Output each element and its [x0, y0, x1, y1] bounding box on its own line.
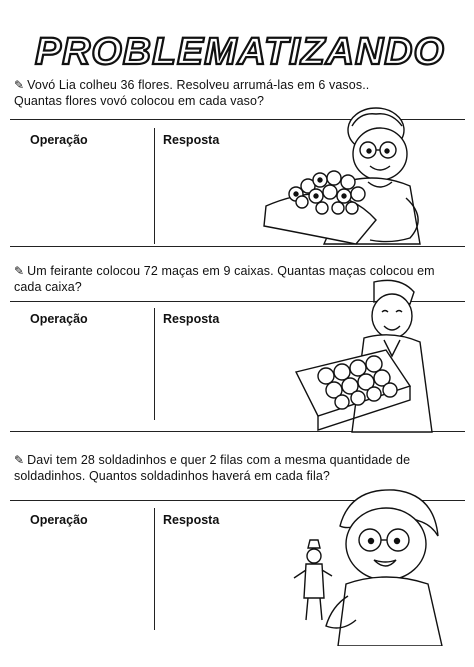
pencil-icon: ✎ — [14, 453, 25, 467]
problem-1-column-divider — [154, 128, 155, 244]
problem-3-line-2: soldadinhos. Quantos soldadinhos haverá em cada fila? — [14, 469, 330, 483]
boy-with-toy-soldier-icon — [286, 486, 456, 646]
problem-1-line-1: Vovó Lia colheu 36 flores. Resolveu arrumá-las em 6 vasos.. — [27, 78, 370, 92]
pencil-icon: ✎ — [14, 78, 25, 92]
vendor-with-apple-crate-icon — [292, 276, 452, 436]
problem-2-column-divider — [154, 308, 155, 420]
grandma-with-flowers-icon — [256, 98, 446, 248]
problem-2-answer-label: Resposta — [163, 312, 220, 326]
title-banner — [20, 22, 460, 78]
page-title: PROBLEMATIZANDO — [35, 31, 445, 73]
problem-3-question — [14, 452, 459, 484]
problem-1-line-2: Quantas flores vovó colocou em cada vaso? — [14, 94, 265, 108]
problem-1-operation-label: Operação — [30, 133, 88, 147]
problem-1-answer-label: Resposta — [163, 133, 220, 147]
problem-3-answer-label: Resposta — [163, 513, 220, 527]
problem-3-column-divider — [154, 508, 155, 630]
problem-2-line-1: Um feirante colocou 72 maças em 9 caixas. Quantas maças colocou em — [27, 264, 435, 278]
pencil-icon: ✎ — [14, 264, 25, 278]
problem-3-operation-label: Operação — [30, 513, 88, 527]
problem-2-line-2: cada caixa? — [14, 280, 82, 294]
problem-2-operation-label: Operação — [30, 312, 88, 326]
problem-3-line-1: Davi tem 28 soldadinhos e quer 2 filas com a mesma quantidade de — [27, 453, 411, 467]
